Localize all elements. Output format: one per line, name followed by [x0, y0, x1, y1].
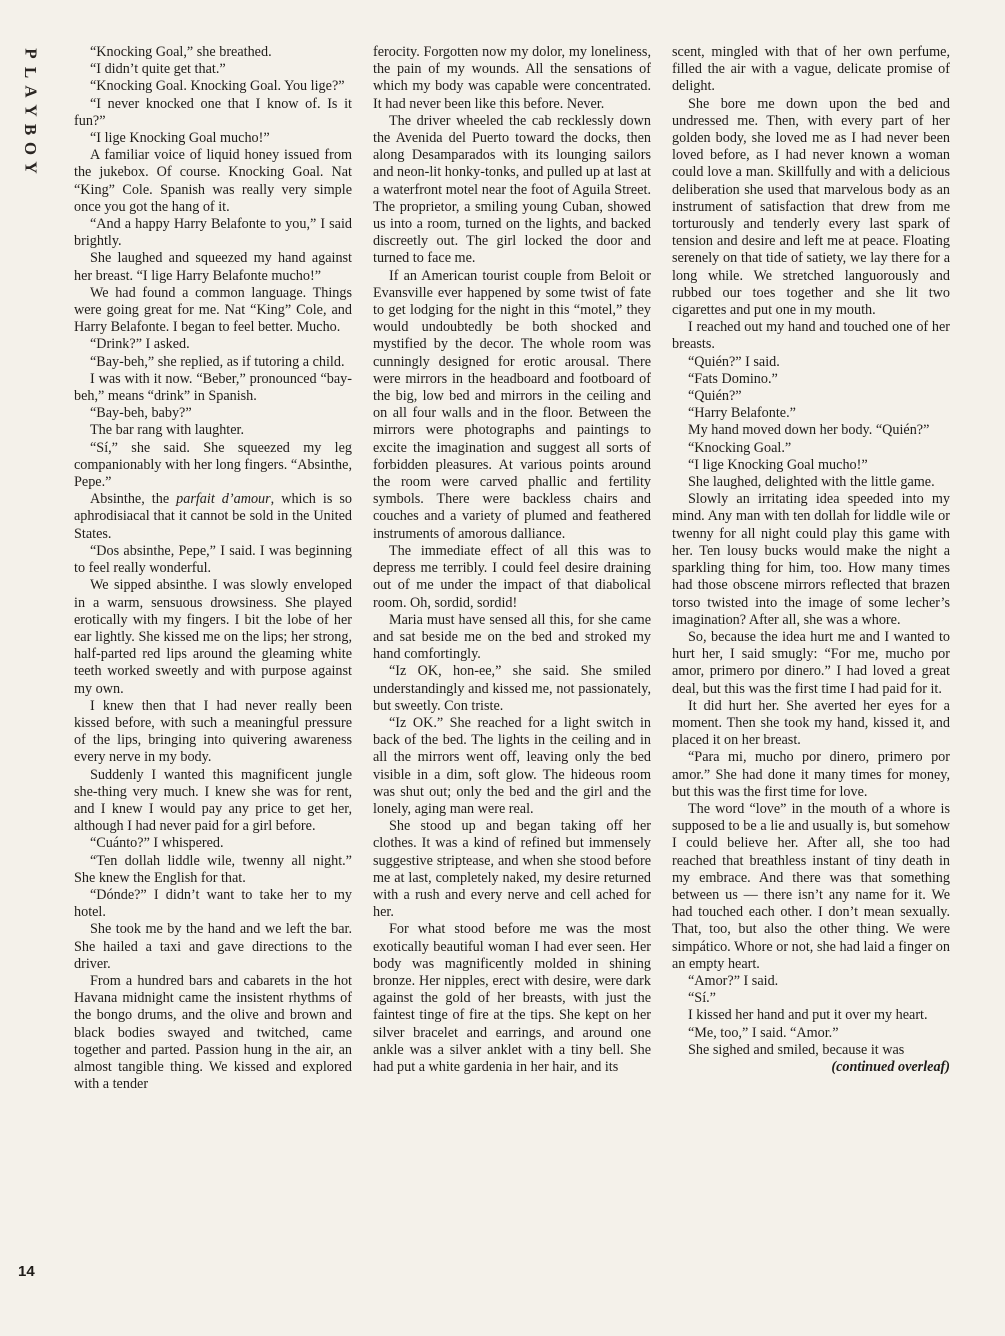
paragraph: We had found a common language. Things were going great for me. Nat “King” Cole, and Harry Belafonte. I began to feel better. Mucho.: [74, 284, 352, 336]
paragraph: “Iz OK.” She reached for a light switch in back of the bed. The lights in the ceiling and in all the mirrors went off, leaving only the bed visible in a dim, soft glow. The hideous room was shut out; only the bed and the girl and the lonely, aging man were real.: [373, 714, 651, 817]
paragraph: Suddenly I wanted this magnificent jungle she-thing very much. I knew she was for rent, and I knew I would pay any price to get her, although I had never paid for a girl before.: [74, 766, 352, 835]
paragraph: If an American tourist couple from Beloit or Evansville ever happened by some twist of fate to get lodging for the night in this “motel,” they would undoubtedly be both shocked and mystified by the decor. The whole room was cunningly designed for erotic arousal. There were mirrors in the headboard and footboard of the big, low bed and mirrors in the ceiling and on all four walls and in the floor. Between the mirrors were photographs and paintings to excite the imagination and suggest all sorts of forbidden pleasures. At various points around the room were carved phallic and fertility symbols. There were backless chairs and couches and a variety of plumed and feathered instruments of amorous dalliance.: [373, 267, 651, 542]
paragraph: “Me, too,” I said. “Amor.”: [688, 1024, 839, 1041]
paragraph: She laughed and squeezed my hand against her breast. “I lige Harry Belafonte mucho!”: [74, 250, 352, 284]
paragraph: I was with it now. “Beber,” pronounced “bay-beh,” means “drink” in Spanish.: [74, 370, 352, 405]
paragraph: “Quién?”: [688, 388, 742, 405]
paragraph: “Knocking Goal,” she breathed.: [90, 44, 272, 60]
paragraph: It did hurt her. She averted her eyes for a moment. Then she took my hand, kissed it, and placed it on her breast.: [672, 697, 950, 749]
paragraph: The bar rang with laughter.: [90, 422, 245, 439]
continued-overleaf-note: (continued overleaf): [831, 1058, 950, 1075]
paragraph: “Sí,” she said. She squeezed my leg companionably with her long fingers. “Absinthe, Pepe.”: [74, 439, 352, 491]
paragraph: A familiar voice of liquid honey issued from the jukebox. Of course. Knocking Goal. Nat “King” Cole. Spanish was really very simple once you got the hang of it.: [74, 147, 352, 215]
paragraph: “I lige Knocking Goal mucho!”: [90, 130, 270, 147]
sidebar-letter: L: [21, 66, 41, 79]
text-column-2: [373, 44, 651, 1294]
paragraph: “Knocking Goal. Knocking Goal. You lige?”: [90, 78, 345, 95]
paragraph: “And a happy Harry Belafonte to you,” I said brightly.: [74, 216, 352, 250]
sidebar-letter: A: [21, 85, 41, 98]
page-number: 14: [18, 1263, 35, 1280]
paragraph: She stood up and began taking off her clothes. It was a kind of refined but immensely suggestive striptease, and when she stood before me at last, completely naked, my desire returned with a rush and every nerve and cell ached for her.: [373, 818, 651, 921]
sidebar-letter: Y: [21, 104, 41, 117]
italic-phrase: parfait d’amour: [176, 491, 271, 508]
paragraph: Maria must have sensed all this, for she came and sat beside me on the bed and stroked my hand comfortingly.: [373, 611, 651, 663]
paragraph: “Para mi, mucho por dinero, primero por amor.” She had done it many times for money, but this was the first time for love.: [672, 749, 950, 800]
paragraph: So, because the idea hurt me and I wanted to hurt her, I said smugly: “For me, mucho por amor, primero por dinero.” I had loved a great deal, but this was the first time I had paid for it.: [672, 628, 950, 697]
paragraph: “Ten dollah liddle wile, twenny all night.” She knew the English for that.: [74, 852, 352, 886]
text-column-3: [672, 44, 950, 1294]
paragraph: “Amor?” I said.: [688, 972, 779, 989]
paragraph: “I lige Knocking Goal mucho!”: [688, 456, 868, 473]
paragraph: “Bay-beh, baby?”: [90, 405, 192, 422]
paragraph: She took me by the hand and we left the bar. She hailed a taxi and gave directions to the driver.: [74, 921, 352, 972]
paragraph: My hand moved down her body. “Quién?”: [688, 422, 930, 439]
paragraph: “I never knocked one that I know of. Is it fun?”: [74, 95, 352, 129]
paragraph: “Drink?” I asked.: [90, 336, 190, 353]
paragraph: “Iz OK, hon-ee,” she said. She smiled understandingly and kissed me, not passionately, but sweetly. Con triste.: [373, 663, 651, 714]
paragraph: “Quién?” I said.: [688, 353, 780, 370]
paragraph: From a hundred bars and cabarets in the hot Havana midnight came the insistent rhythms of the bongo drums, and the olive and brown and black bodies swayed and twitched, came together and parted. Passion hung in the air, an almost tangible thing. We kissed and explored with a tender: [74, 972, 352, 1093]
paragraph: For what stood before me was the most exotically beautiful woman I had ever seen. Her body was magnificently molded in shining bronze. Her nipples, erect with desire, were dark against the gold of her breasts, with just the faintest tinge of fire at the tips. She kept on her silver bracelet and earrings, and around one ankle was a silver anklet with a tiny bell. She had put a white gardenia in her hair, and its: [373, 921, 651, 1075]
paragraph: “Fats Domino.”: [688, 370, 778, 387]
paragraph: The word “love” in the mouth of a whore is supposed to be a lie and usually is, but somehow I could believe her. After all, she too had reached that breathless instant of tiny death in my embrace. And there was that something between us — there isn’t any name for it. We had touched each other. I don’t mean sexually. That, too, but also the other thing. We were simpático. Whore or not, she had laid a finger on an empty heart.: [672, 800, 950, 972]
paragraph: The immediate effect of all this was to depress me terribly. I could feel desire draining out of me under the impact of that diabolical room. Oh, sordid, sordid!: [373, 542, 651, 611]
paragraph: “I didn’t quite get that.”: [90, 61, 226, 78]
sidebar-letter: O: [21, 141, 41, 156]
paragraph: I knew then that I had never really been kissed before, with such a meaningful pressure of the lips, bringing into quivering awareness every nerve in my body.: [74, 697, 352, 766]
paragraph: “Dónde?” I didn’t want to take her to my hotel.: [74, 886, 352, 921]
paragraph: She bore me down upon the bed and undressed me. Then, with every part of her golden body, she loved me as I had never been loved before, as I had never known a woman could love a man. Skillfully and with a delicious deliberation she used that marvelous body as an instrument of satisfaction that drew from me torturously and tenderly every last spark of tension and desire and left me at peace. Floating serenely on that tide of satiety, we lay there for a long while. We stretched languorously and rubbed our toes together and she lit two cigarettes and put one in my mouth.: [672, 95, 950, 319]
sidebar-letter: P: [21, 48, 41, 59]
paragraph: I kissed her hand and put it over my heart.: [688, 1007, 928, 1024]
sidebar-letter: Y: [21, 161, 41, 174]
paragraph: She sighed and smiled, because it was: [688, 1041, 905, 1058]
paragraph: “Cuánto?” I whispered.: [90, 835, 224, 852]
paragraph: Slowly an irritating idea speeded into my mind. Any man with ten dollah for liddle wile or twenny for all night could play this game with her. Ten lousy bucks would make the night a sparkling thing for him, too. How many times had those obscene mirrors reflected that brazen torso twisted into the image of some lecher’s imagination? After all, she was a whore.: [672, 491, 950, 628]
sidebar-letter: B: [21, 123, 41, 136]
paragraph: “Knocking Goal.”: [688, 439, 792, 456]
paragraph: Absinthe, the parfait d’amour, which is so aphrodisiacal that it cannot be sold in the United States.: [74, 491, 352, 542]
paragraph: “Harry Belafonte.”: [688, 405, 796, 422]
text-column-1: [74, 44, 352, 1294]
paragraph: scent, mingled with that of her own perfume, filled the air with a vague, delicate promise of delight.: [672, 44, 950, 95]
paragraph: “Dos absinthe, Pepe,” I said. I was beginning to feel really wonderful.: [74, 542, 352, 577]
paragraph: We sipped absinthe. I was slowly enveloped in a warm, sensuous drowsiness. She played erotically with my fingers. I bit the lobe of her ear lightly. She kissed me on the lips; her strong, half-parted red lips around the gleaming white teeth worked sweetly and with purpose against my own.: [74, 577, 352, 697]
paragraph: She laughed, delighted with the little game.: [688, 474, 935, 491]
paragraph: I reached out my hand and touched one of her breasts.: [672, 319, 950, 353]
paragraph: The driver wheeled the cab recklessly down the Avenida del Puerto toward the docks, then along Desamparados with its lounging sailors and neon-lit honky-tonks, and pulled up at last at a waterfront motel near the foot of Aguila Street. The proprietor, a smiling young Cuban, showed us into a room, turned on the lights, and backed discreetly out. The girl locked the door and turned to face me.: [373, 112, 651, 267]
paragraph: “Sí.”: [688, 990, 716, 1007]
paragraph: ferocity. Forgotten now my dolor, my loneliness, the pain of my wounds. All the sensations of which my body was capable were concentrated. It had never been like this before. Never.: [373, 44, 651, 112]
paragraph: “Bay-beh,” she replied, as if tutoring a child.: [90, 353, 345, 370]
magazine-name-vertical: [16, 44, 46, 177]
